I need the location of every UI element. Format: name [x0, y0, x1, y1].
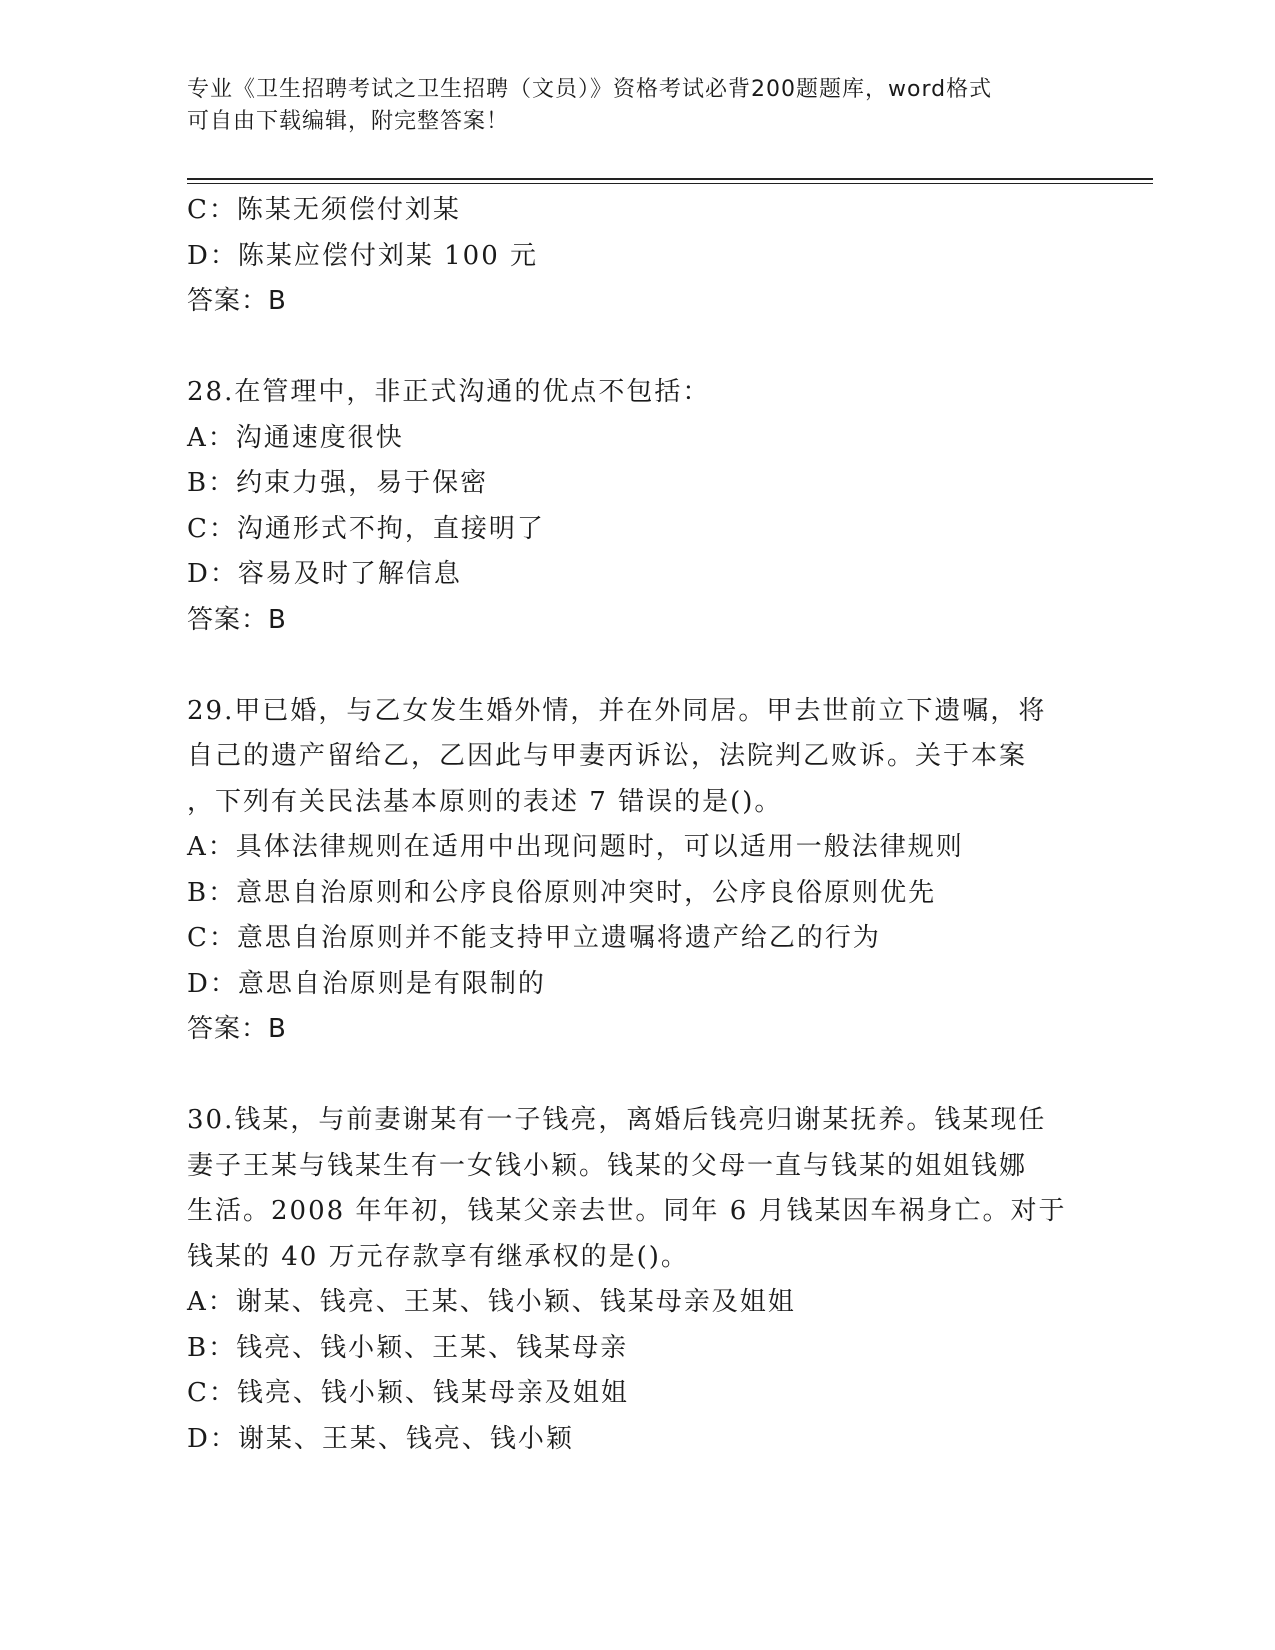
option-c: C：沟通形式不拘，直接明了 — [187, 513, 545, 544]
option-a: A：沟通速度很快 — [187, 422, 404, 453]
question-28 — [187, 370, 1087, 643]
question-27-tail — [187, 188, 1087, 325]
question-list — [187, 188, 1087, 1462]
question-stem-line-1: 29.甲已婚，与乙女发生婚外情，并在外同居。甲去世前立下遗嘱，将 — [187, 695, 1047, 726]
question-stem-line-1: 30.钱某，与前妻谢某有一子钱亮，离婚后钱亮归谢某抚养。钱某现任 — [187, 1105, 1047, 1135]
document-header — [187, 74, 1067, 138]
option-b: B：钱亮、钱小颖、王某、钱某母亲 — [187, 1332, 629, 1363]
header-title-line-2: 可自由下载编辑，附完整答案！ — [187, 109, 510, 134]
answer: 答案：B — [187, 1014, 287, 1044]
header-title-line-1: 专业《卫生招聘考试之卫生招聘（文员）》资格考试必背200题题库，word格式 — [187, 77, 993, 102]
question-stem-line-4: 钱某的 40 万元存款享有继承权的是()。 — [187, 1241, 689, 1272]
spacer — [187, 1053, 1087, 1099]
spacer — [187, 325, 1087, 371]
option-a: A：谢某、钱亮、王某、钱小颖、钱某母亲及姐姐 — [187, 1287, 796, 1317]
option-c: C：意思自治原则并不能支持甲立遗嘱将遗产给乙的行为 — [187, 923, 881, 953]
question-stem-line-2: 自己的遗产留给乙，乙因此与甲妻丙诉讼，法院判乙败诉。关于本案 — [187, 741, 1028, 771]
option-a: A：具体法律规则在适用中出现问题时，可以适用一般法律规则 — [187, 832, 964, 862]
question-stem-line-2: 妻子王某与钱某生有一女钱小颖。钱某的父母一直与钱某的姐姐钱娜 — [187, 1150, 1028, 1181]
question-stem-line-3: ，下列有关民法基本原则的表述 7 错误的是()。 — [187, 786, 783, 817]
option-c: C：陈某无须偿付刘某 — [187, 195, 461, 225]
header-divider-thin — [187, 183, 1153, 184]
option-b: B：约束力强，易于保密 — [187, 468, 489, 498]
option-d: D：意思自治原则是有限制的 — [187, 968, 546, 999]
question-stem: 28.在管理中，非正式沟通的优点不包括： — [187, 377, 711, 407]
option-c: C：钱亮、钱小颖、钱某母亲及姐姐 — [187, 1378, 629, 1408]
answer: 答案：B — [187, 604, 287, 635]
question-30 — [187, 1098, 1087, 1462]
question-stem-line-3: 生活。2008 年年初，钱某父亲去世。同年 6 月钱某因车祸身亡。对于 — [187, 1196, 1067, 1226]
option-d: D：容易及时了解信息 — [187, 559, 462, 589]
option-b: B：意思自治原则和公序良俗原则冲突时，公序良俗原则优先 — [187, 877, 937, 908]
option-d: D：陈某应偿付刘某 100 元 — [187, 240, 539, 271]
header-divider-thick — [187, 178, 1153, 180]
question-29 — [187, 689, 1087, 1053]
option-d: D：谢某、王某、钱亮、钱小颖 — [187, 1423, 574, 1454]
answer: 答案：B — [187, 286, 287, 316]
spacer — [187, 643, 1087, 689]
